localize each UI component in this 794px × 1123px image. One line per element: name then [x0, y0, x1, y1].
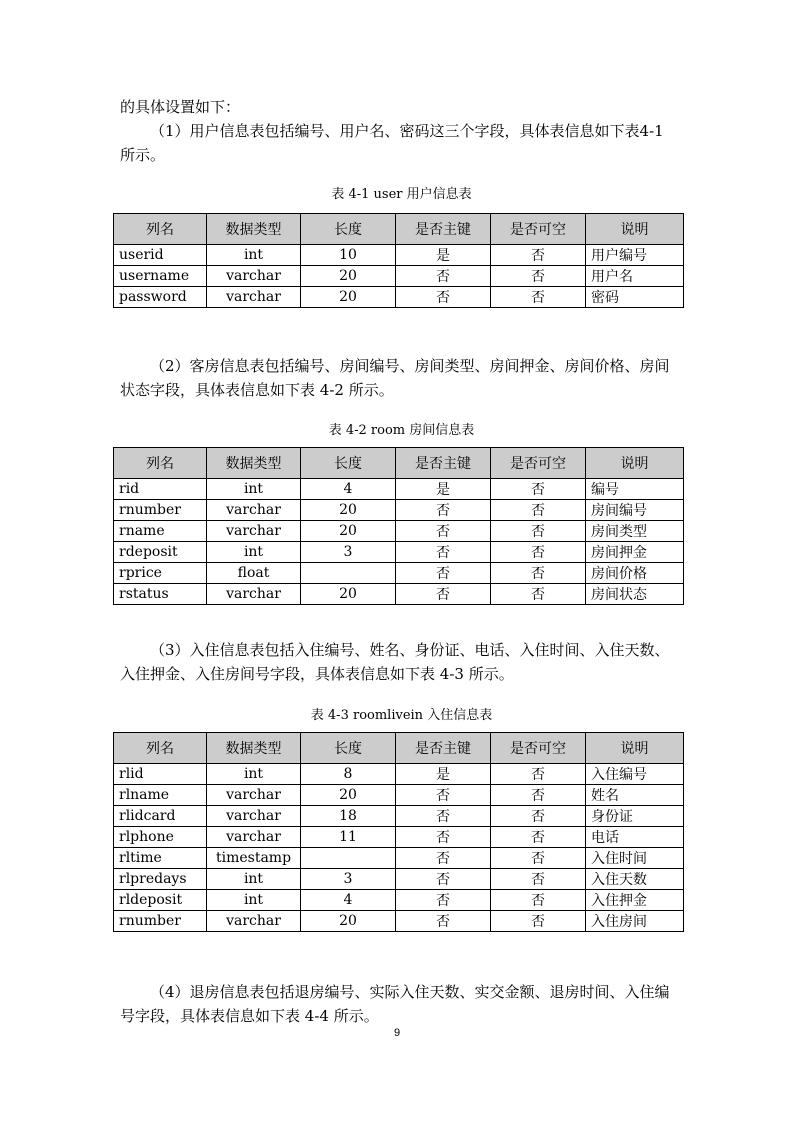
table-caption-room: 表 4-2 room 房间信息表	[328, 423, 475, 438]
header-column-name: 列名	[114, 733, 207, 764]
col-length-cell: 20	[301, 500, 396, 521]
col-length-cell: 20	[301, 785, 396, 806]
col-primary-key-cell: 是	[396, 479, 491, 500]
col-length-cell: 4	[301, 890, 396, 911]
col-length-cell: 10	[301, 245, 396, 266]
col-name-cell: rlidcard	[114, 806, 207, 827]
col-description-cell: 用户名	[586, 266, 684, 287]
header-description: 说明	[586, 733, 684, 764]
col-length-cell: 20	[301, 287, 396, 308]
col-description-cell: 入住编号	[586, 764, 684, 785]
col-nullable-cell: 否	[491, 287, 586, 308]
col-name-cell: rldeposit	[114, 890, 207, 911]
header-nullable: 是否可空	[491, 214, 586, 245]
table-row	[114, 764, 684, 785]
col-nullable-cell: 否	[491, 890, 586, 911]
col-length-cell: 3	[301, 542, 396, 563]
col-name-cell: rlphone	[114, 827, 207, 848]
col-nullable-cell: 否	[491, 764, 586, 785]
header-column-name: 列名	[114, 448, 207, 479]
col-nullable-cell: 否	[491, 869, 586, 890]
col-name-cell: rlname	[114, 785, 207, 806]
col-name-cell: rdeposit	[114, 542, 207, 563]
col-name-cell: rid	[114, 479, 207, 500]
table-row	[114, 827, 684, 848]
table-row	[114, 479, 684, 500]
table-row	[114, 806, 684, 827]
col-type-cell: timestamp	[207, 848, 301, 869]
col-type-cell: varchar	[207, 500, 301, 521]
header-description: 说明	[586, 448, 684, 479]
intro-line: 的具体设置如下：	[120, 98, 241, 116]
col-name-cell: rltime	[114, 848, 207, 869]
col-length-cell: 20	[301, 521, 396, 542]
col-length-cell: 20	[301, 584, 396, 605]
col-primary-key-cell: 否	[396, 848, 491, 869]
col-primary-key-cell: 否	[396, 542, 491, 563]
table-header-row	[114, 733, 684, 764]
table-row	[114, 500, 684, 521]
col-type-cell: varchar	[207, 287, 301, 308]
col-description-cell: 房间押金	[586, 542, 684, 563]
col-name-cell: username	[114, 266, 207, 287]
header-primary-key: 是否主键	[396, 733, 491, 764]
col-primary-key-cell: 否	[396, 827, 491, 848]
col-nullable-cell: 否	[491, 542, 586, 563]
header-data-type: 数据类型	[207, 448, 301, 479]
header-description: 说明	[586, 214, 684, 245]
col-nullable-cell: 否	[491, 806, 586, 827]
paragraph-checkout-table: （4）退房信息表包括退房编号、实际入住天数、实交金额、退房时间、入住编号字段，具体表信息如下表 4-4 所示。	[120, 983, 670, 1025]
table-row	[114, 245, 684, 266]
col-name-cell: rnumber	[114, 500, 207, 521]
col-name-cell: rlid	[114, 764, 207, 785]
paragraph-room-table: （2）客房信息表包括编号、房间编号、房间类型、房间押金、房间价格、房间状态字段，具体表信息如下表 4-2 所示。	[120, 357, 670, 399]
table-row	[114, 287, 684, 308]
col-name-cell: rname	[114, 521, 207, 542]
col-description-cell: 入住天数	[586, 869, 684, 890]
col-primary-key-cell: 是	[396, 245, 491, 266]
col-primary-key-cell: 否	[396, 521, 491, 542]
col-type-cell: varchar	[207, 806, 301, 827]
header-primary-key: 是否主键	[396, 214, 491, 245]
header-data-type: 数据类型	[207, 214, 301, 245]
col-primary-key-cell: 否	[396, 785, 491, 806]
col-type-cell: varchar	[207, 785, 301, 806]
table-row	[114, 542, 684, 563]
col-length-cell: 4	[301, 479, 396, 500]
col-type-cell: varchar	[207, 911, 301, 932]
table-row	[114, 584, 684, 605]
col-description-cell: 身份证	[586, 806, 684, 827]
col-type-cell: int	[207, 890, 301, 911]
col-length-cell: 3	[301, 869, 396, 890]
col-name-cell: rlpredays	[114, 869, 207, 890]
col-type-cell: int	[207, 245, 301, 266]
col-description-cell: 入住房间	[586, 911, 684, 932]
col-length-cell	[301, 563, 396, 584]
room-table	[113, 447, 684, 605]
col-nullable-cell: 否	[491, 500, 586, 521]
user-table	[113, 213, 684, 308]
header-length: 长度	[301, 733, 396, 764]
table-row	[114, 890, 684, 911]
col-primary-key-cell: 否	[396, 287, 491, 308]
col-nullable-cell: 否	[491, 827, 586, 848]
col-name-cell: password	[114, 287, 207, 308]
col-primary-key-cell: 否	[396, 563, 491, 584]
col-nullable-cell: 否	[491, 785, 586, 806]
col-type-cell: int	[207, 869, 301, 890]
paragraph-user-table: （1）用户信息表包括编号、用户名、密码这三个字段，具体表信息如下表4-1 所示。	[120, 122, 664, 164]
header-data-type: 数据类型	[207, 733, 301, 764]
col-description-cell: 密码	[586, 287, 684, 308]
col-length-cell: 11	[301, 827, 396, 848]
col-nullable-cell: 否	[491, 848, 586, 869]
col-nullable-cell: 否	[491, 911, 586, 932]
col-length-cell: 8	[301, 764, 396, 785]
col-primary-key-cell: 否	[396, 266, 491, 287]
col-type-cell: int	[207, 479, 301, 500]
col-description-cell: 电话	[586, 827, 684, 848]
col-description-cell: 房间价格	[586, 563, 684, 584]
checkin-table	[113, 732, 684, 932]
col-type-cell: varchar	[207, 827, 301, 848]
col-nullable-cell: 否	[491, 521, 586, 542]
header-length: 长度	[301, 214, 396, 245]
table-caption-user: 表 4-1 user 用户信息表	[331, 187, 472, 202]
col-primary-key-cell: 是	[396, 764, 491, 785]
col-primary-key-cell: 否	[396, 911, 491, 932]
table-header-row	[114, 214, 684, 245]
col-nullable-cell: 否	[491, 479, 586, 500]
table-row	[114, 266, 684, 287]
col-description-cell: 房间状态	[586, 584, 684, 605]
col-length-cell: 20	[301, 911, 396, 932]
table-caption-checkin: 表 4-3 roomlivein 入住信息表	[310, 708, 493, 723]
table-row	[114, 785, 684, 806]
col-type-cell: varchar	[207, 584, 301, 605]
col-primary-key-cell: 否	[396, 584, 491, 605]
col-length-cell: 18	[301, 806, 396, 827]
col-name-cell: rprice	[114, 563, 207, 584]
header-nullable: 是否可空	[491, 448, 586, 479]
col-name-cell: userid	[114, 245, 207, 266]
col-description-cell: 姓名	[586, 785, 684, 806]
header-primary-key: 是否主键	[396, 448, 491, 479]
col-length-cell	[301, 848, 396, 869]
col-nullable-cell: 否	[491, 266, 586, 287]
col-primary-key-cell: 否	[396, 806, 491, 827]
table-row	[114, 848, 684, 869]
col-type-cell: int	[207, 764, 301, 785]
col-name-cell: rstatus	[114, 584, 207, 605]
col-length-cell: 20	[301, 266, 396, 287]
col-description-cell: 编号	[586, 479, 684, 500]
col-primary-key-cell: 否	[396, 500, 491, 521]
table-header-row	[114, 448, 684, 479]
col-primary-key-cell: 否	[396, 869, 491, 890]
header-length: 长度	[301, 448, 396, 479]
table-row	[114, 911, 684, 932]
header-nullable: 是否可空	[491, 733, 586, 764]
col-type-cell: varchar	[207, 521, 301, 542]
header-column-name: 列名	[114, 214, 207, 245]
col-type-cell: varchar	[207, 266, 301, 287]
table-row	[114, 563, 684, 584]
table-row	[114, 521, 684, 542]
col-description-cell: 房间编号	[586, 500, 684, 521]
col-type-cell: float	[207, 563, 301, 584]
col-description-cell: 入住时间	[586, 848, 684, 869]
col-primary-key-cell: 否	[396, 890, 491, 911]
col-name-cell: rnumber	[114, 911, 207, 932]
paragraph-checkin-table: （3）入住信息表包括入住编号、姓名、身份证、电话、入住时间、入住天数、入住押金、入住房间号字段，具体表信息如下表 4-3 所示。	[120, 641, 670, 683]
table-row	[114, 869, 684, 890]
col-description-cell: 房间类型	[586, 521, 684, 542]
page-number: 9	[393, 1027, 401, 1039]
col-type-cell: int	[207, 542, 301, 563]
col-description-cell: 入住押金	[586, 890, 684, 911]
col-nullable-cell: 否	[491, 245, 586, 266]
col-nullable-cell: 否	[491, 584, 586, 605]
col-nullable-cell: 否	[491, 563, 586, 584]
col-description-cell: 用户编号	[586, 245, 684, 266]
